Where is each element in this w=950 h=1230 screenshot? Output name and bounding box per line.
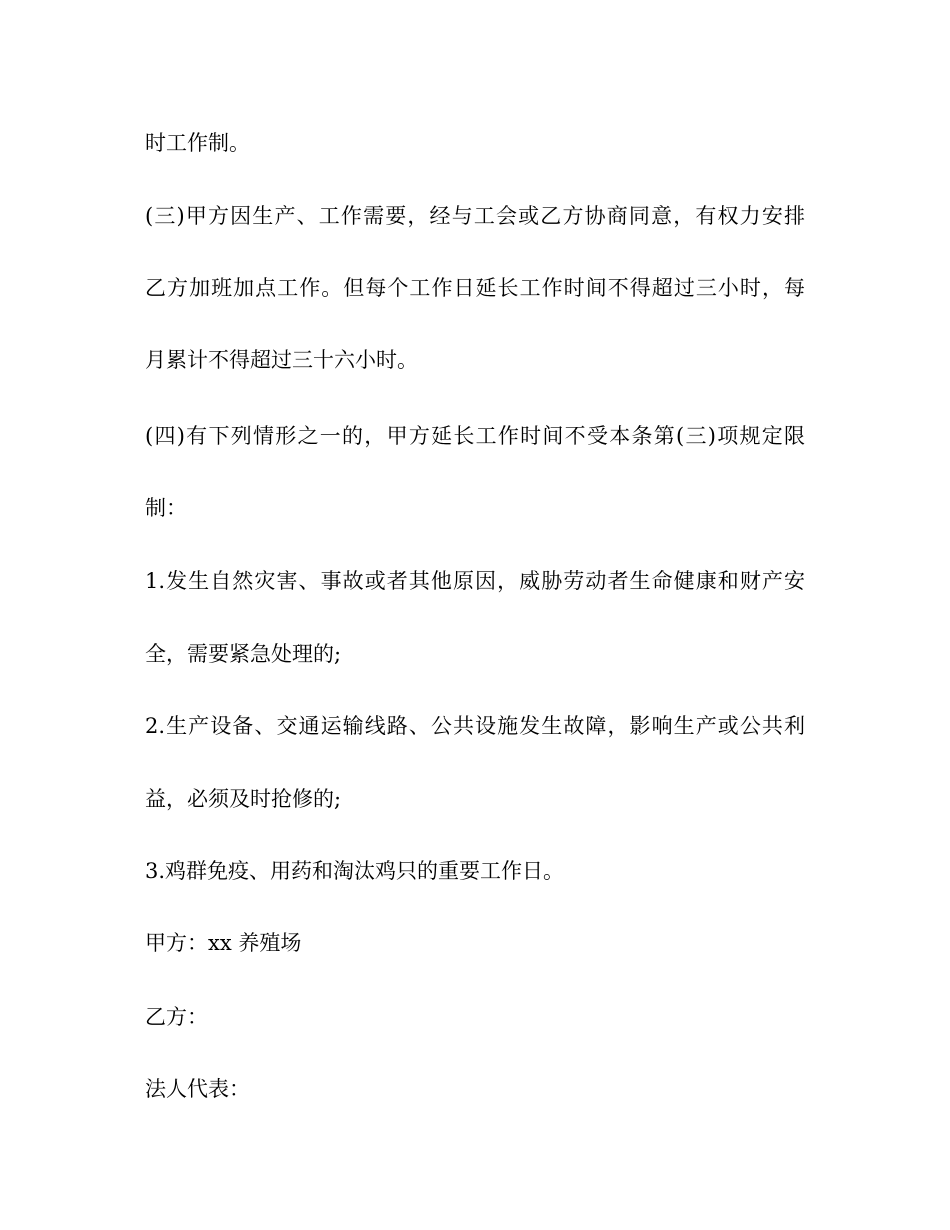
text-line-7: 1.发生自然灾害、事故或者其他原因，威胁劳动者生命健康和财产安 xyxy=(145,569,805,593)
text-line-4: 月累计不得超过三十六小时。 xyxy=(145,348,418,372)
text-line-3: 乙方加班加点工作。但每个工作日延长工作时间不得超过三小时，每 xyxy=(145,276,805,300)
party-b-line: 乙方： xyxy=(145,1005,208,1029)
text-line-9: 2.生产设备、交通运输线路、公共设施发生故障，影响生产或公共利 xyxy=(145,714,805,738)
text-line-10: 益，必须及时抢修的; xyxy=(145,787,342,811)
party-a-line: 甲方：xx 养殖场 xyxy=(145,931,302,955)
text-line-1: 时工作制。 xyxy=(145,131,250,155)
legal-representative-line: 法人代表： xyxy=(145,1077,250,1101)
text-line-5: (四)有下列情形之一的，甲方延长工作时间不受本条第(三)项规定限 xyxy=(145,424,805,448)
text-line-11: 3.鸡群免疫、用药和淘汰鸡只的重要工作日。 xyxy=(145,859,565,883)
text-line-8: 全，需要紧急处理的; xyxy=(145,642,342,666)
text-line-2: (三)甲方因生产、工作需要，经与工会或乙方协商同意，有权力安排 xyxy=(145,204,805,228)
text-line-6: 制： xyxy=(145,496,187,520)
